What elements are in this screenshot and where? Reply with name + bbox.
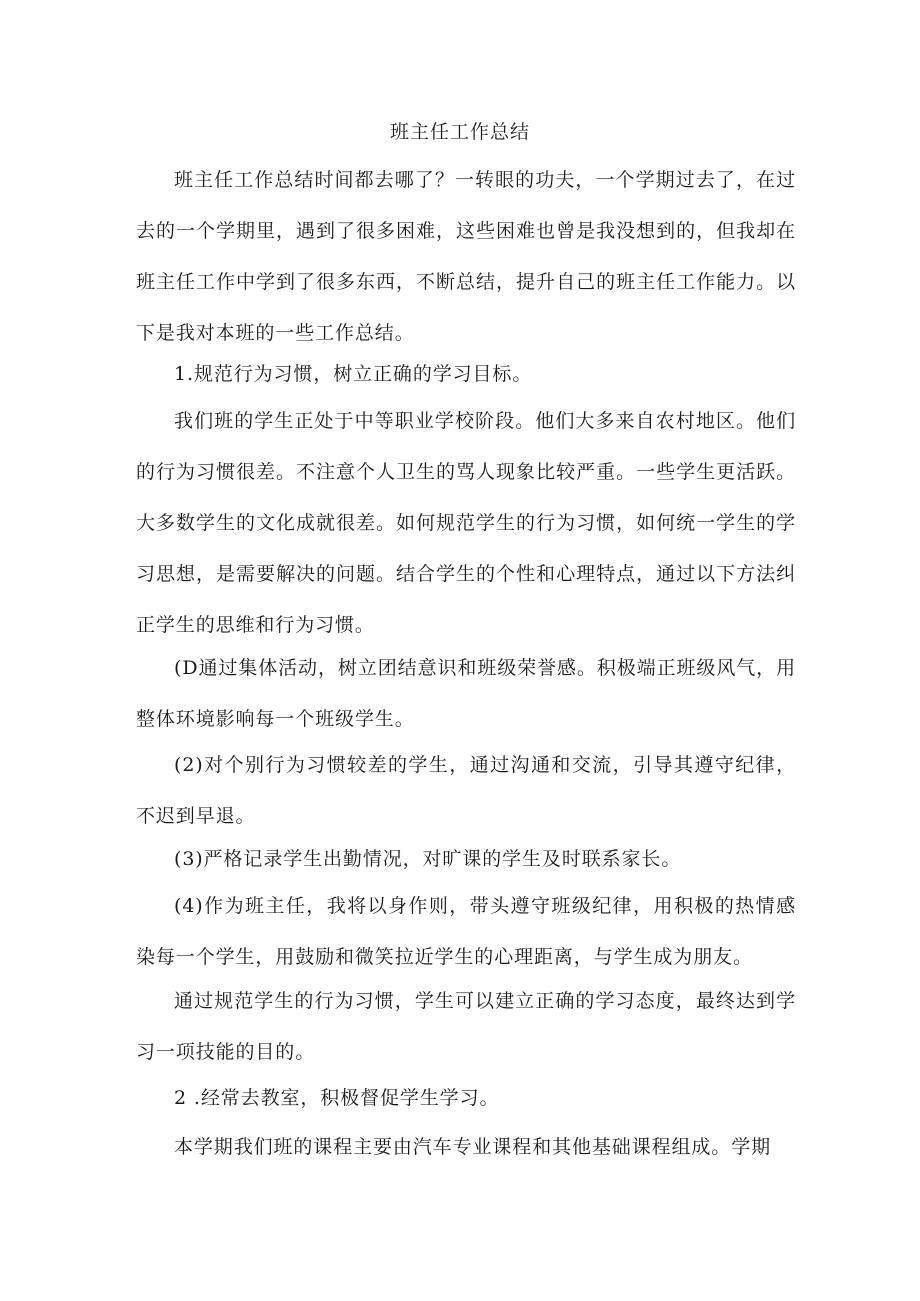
section-1-paragraph: 我们班的学生正处于中等职业学校阶段。他们大多来自农村地区。他们的行为习惯很差。不注意个人卫生的骂人现象比较严重。一些学生更活跃。大多数学生的文化成就很差。如何规范学生的行为习惯，如何统一学生的学习思想，是需要解决的问题。结合学生的个性和心理特点，通过以下方法纠正学生的思维和行为习惯。 (136, 410, 796, 636)
list-item-2: (2)对个别行为习惯较差的学生，通过沟通和交流，引导其遵守纪律，不迟到早退。 (136, 754, 796, 827)
list-item-1: (D通过集体活动，树立团结意识和班级荣誉感。积极端正班级风气，用整体环境影响每一个班级学生。 (136, 657, 796, 730)
conclusion-paragraph: 通过规范学生的行为习惯，学生可以建立正确的学习态度，最终达到学习一项技能的目的。 (136, 990, 796, 1063)
list-item-4: (4)作为班主任，我将以身作则，带头遵守班级纪律，用积极的热情感染每一个学生，用鼓励和微笑拉近学生的心理距离，与学生成为朋友。 (136, 895, 796, 968)
section-2-paragraph: 本学期我们班的课程主要由汽车专业课程和其他基础课程组成。学期 (174, 1136, 772, 1158)
section-1-heading: 1.规范行为习惯，树立正确的学习目标。 (174, 363, 533, 385)
list-item-3: (3)严格记录学生出勤情况，对旷课的学生及时联系家长。 (174, 848, 682, 870)
page-title: 班主任工作总结 (389, 121, 530, 143)
section-2-heading: 2 .经常去教室，积极督促学生学习。 (174, 1087, 500, 1109)
intro-paragraph: 班主任工作总结时间都去哪了？一转眼的功夫，一个学期过去了，在过去的一个学期里，遇到了很多困难，这些困难也曾是我没想到的，但我却在班主任工作中学到了很多东西，不断总结，提升自己的班主任工作能力。以下是我对本班的一些工作总结。 (136, 169, 796, 344)
